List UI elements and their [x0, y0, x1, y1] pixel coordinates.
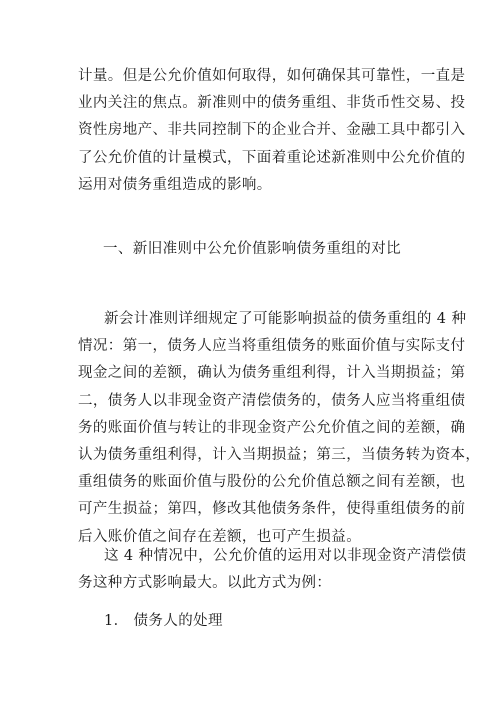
paragraph-1-line: 计量。但是公允价值如何取得，如何确保其可靠性，一直是	[78, 68, 466, 84]
paragraph-1-line: 运用对债务重组造成的影响。	[78, 176, 272, 193]
section-heading-1: 一、新旧准则中公允价值影响债务重组的对比	[103, 241, 401, 257]
paragraph-2-line: 后入账价值之间存在差额，也可产生损益。	[78, 528, 362, 545]
paragraph-1	[78, 63, 466, 199]
paragraph-2-line: 新会计准则详细规定了可能影响损益的债务重组的 4 种	[104, 311, 467, 327]
paragraph-2	[78, 306, 481, 551]
paragraph-2-line: 现金之间的差额，确认为债务重组利得，计入当期损益；第	[78, 365, 466, 382]
paragraph-2-line: 务的账面价值与转让的非现金资产公允价值之间的差额，确	[78, 419, 466, 436]
paragraph-3	[78, 543, 467, 597]
paragraph-2-line: 可产生损益；第四，修改其他债务条件，使得重组债务的前	[78, 501, 466, 518]
paragraph-3-line: 务这种方式影响最大。以此方式为例：	[78, 575, 332, 592]
paragraph-2-line: 认为债务重组利得，计入当期损益；第三，当债务转为资本，	[78, 447, 481, 464]
paragraph-2-line: 二，债务人以非现金资产清偿债务的，债务人应当将重组债	[78, 392, 466, 409]
subsection-heading: 1． 债务人的处理	[104, 613, 223, 629]
paragraph-1-line: 了公允价值的计量模式，下面着重论述新准则中公允价值的	[78, 149, 466, 166]
paragraph-3-line: 这 4 种情况中，公允价值的运用对以非现金资产清偿债	[104, 548, 467, 564]
paragraph-1-line: 资性房地产、非共同控制下的企业合并、金融工具中都引入	[78, 122, 466, 139]
paragraph-2-line: 重组债务的账面价值与股份的公允价值总额之间有差额，也	[78, 474, 466, 491]
paragraph-1-line: 业内关注的焦点。新准则中的债务重组、非货币性交易、投	[78, 95, 466, 112]
paragraph-2-line: 情况：第一，债务人应当将重组债务的账面价值与实际支付	[78, 338, 466, 355]
